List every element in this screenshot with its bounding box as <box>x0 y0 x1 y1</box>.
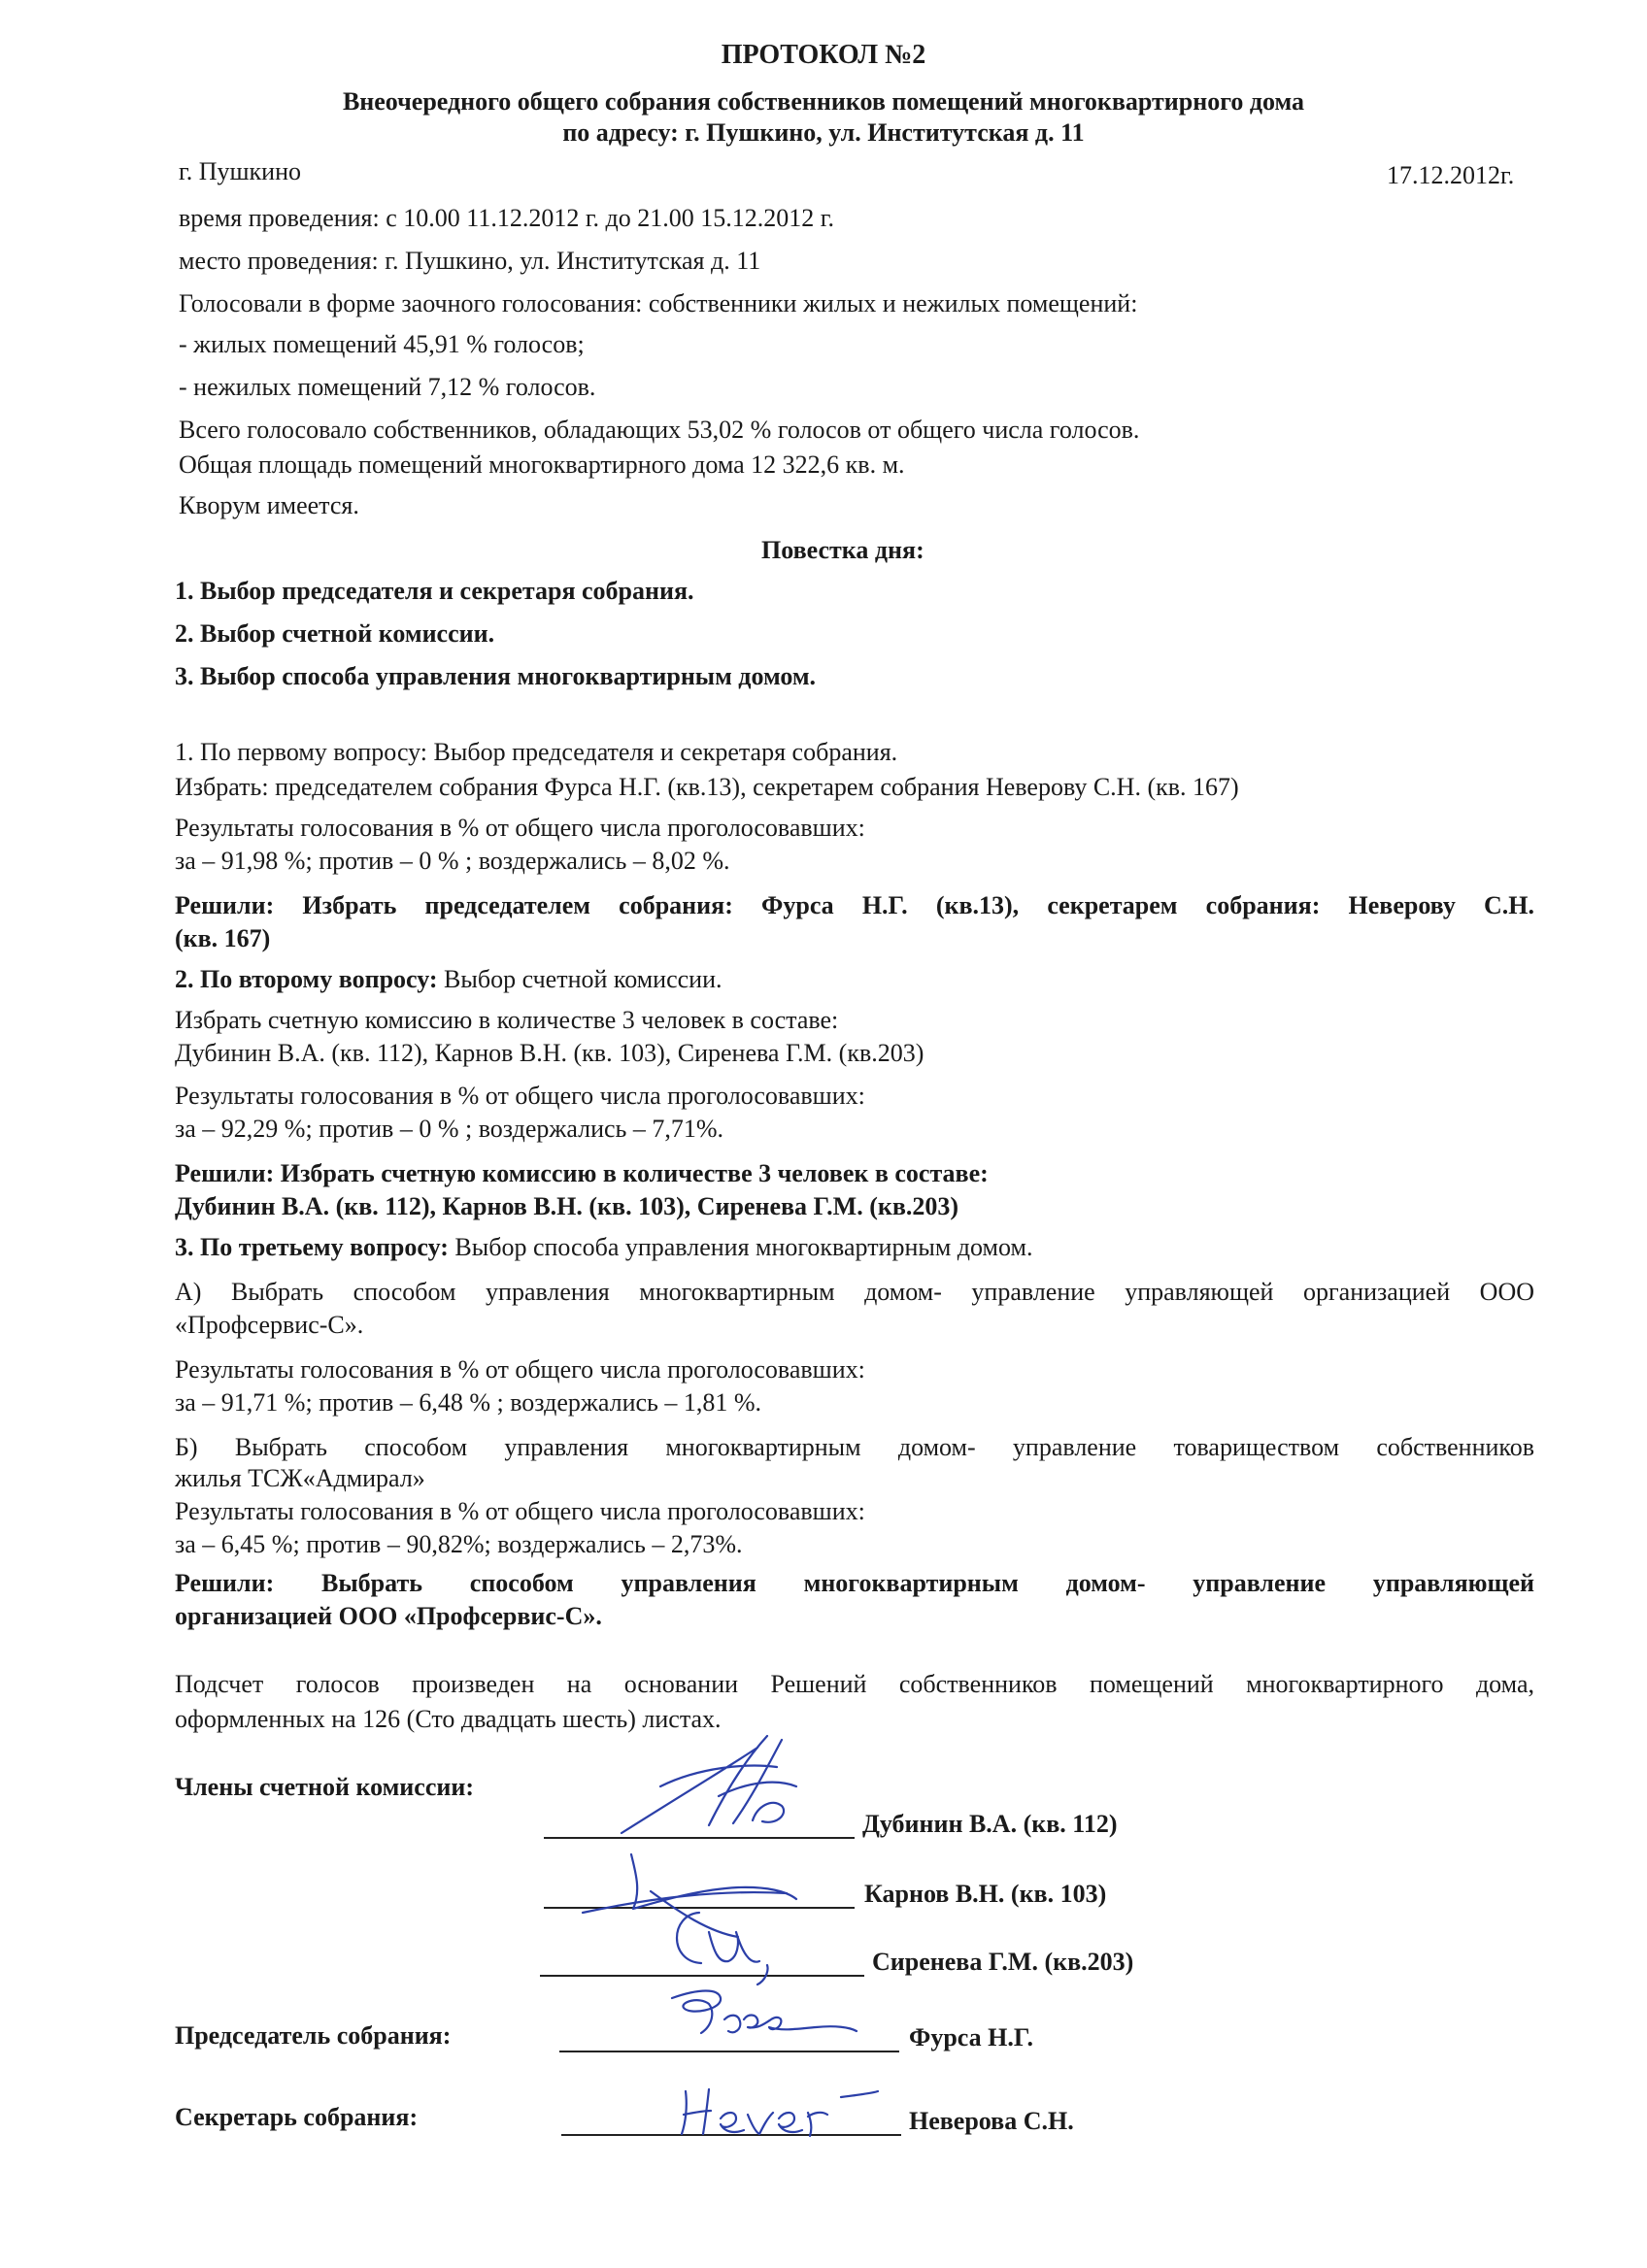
q2-title-bold: 2. По второму вопросу: <box>175 965 438 993</box>
nonresidential-votes: - нежилых помещений 7,12 % голосов. <box>179 373 596 401</box>
voting-form: Голосовали в форме заочного голосования: собственники жилых и нежилых помещений: <box>179 289 1138 317</box>
q3-decision-cont: организацией ООО «Профсервис-С». <box>175 1602 602 1630</box>
vote-count-note: Подсчет голосов произведен на основании Решений собственников помещений многоквартирного дома, <box>175 1670 1534 1698</box>
chair-label: Председатель собрания: <box>175 2021 452 2050</box>
q2-members: Дубинин В.А. (кв. 112), Карнов В.Н. (кв. 103), Сиренева Г.М. (кв.203) <box>175 1039 924 1067</box>
q3-decision: Решили: Выбрать способом управления многоквартирным домом- управление управляющей <box>175 1569 1534 1597</box>
building-area: Общая площадь помещений многоквартирного дома 12 322,6 кв. м. <box>179 450 905 479</box>
q1-results-label: Результаты голосования в % от общего числа проголосовавших: <box>175 814 865 842</box>
meeting-time: время проведения: с 10.00 11.12.2012 г. до 21.00 15.12.2012 г. <box>179 204 835 232</box>
q2-proposal: Избрать счетную комиссию в количестве 3 человек в составе: <box>175 1006 839 1034</box>
sireneva-signature <box>641 1893 816 1990</box>
q2-decision-cont: Дубинин В.А. (кв. 112), Карнов В.Н. (кв. 103), Сиренева Г.М. (кв.203) <box>175 1192 959 1220</box>
q2-title <box>175 965 723 994</box>
q1-title: 1. По первому вопросу: Выбор председателя и секретаря собрания. <box>175 738 898 766</box>
quorum-status: Кворум имеется. <box>179 491 359 519</box>
meeting-place: место проведения: г. Пушкино, ул. Институтская д. 11 <box>179 247 761 275</box>
q3-results-a-label: Результаты голосования в % от общего числа проголосовавших: <box>175 1355 865 1384</box>
q3-results-b-label: Результаты голосования в % от общего числа проголосовавших: <box>175 1497 865 1525</box>
agenda-item: 3. Выбор способа управления многоквартирным домом. <box>175 662 817 690</box>
commission-member: Дубинин В.А. (кв. 112) <box>862 1810 1118 1838</box>
q3-title-rest: Выбор способа управления многоквартирным домом. <box>448 1233 1033 1261</box>
secretary-signature <box>666 2078 880 2146</box>
q3-results-a: за – 91,71 %; против – 6,48 % ; воздержались – 1,81 %. <box>175 1388 762 1417</box>
document-city: г. Пушкино <box>179 157 301 185</box>
document-subtitle-2: по адресу: г. Пушкино, ул. Институтская д. 11 <box>562 118 1085 147</box>
q3-title-bold: 3. По третьему вопросу: <box>175 1233 449 1261</box>
q3-results-b: за – 6,45 %; против – 90,82%; воздержались – 2,73%. <box>175 1530 743 1558</box>
q2-decision: Решили: Избрать счетную комиссию в количестве 3 человек в составе: <box>175 1159 989 1187</box>
q1-decision-cont: (кв. 167) <box>175 924 271 952</box>
residential-votes: - жилых помещений 45,91 % голосов; <box>179 330 585 358</box>
q2-results: за – 92,29 %; против – 0 % ; воздержались – 7,71%. <box>175 1115 724 1143</box>
commission-label: Члены счетной комиссии: <box>175 1773 474 1801</box>
vote-count-note-cont: оформленных на 126 (Сто двадцать шесть) листах. <box>175 1705 722 1733</box>
q3-title <box>175 1233 1032 1262</box>
q1-decision: Решили: Избрать председателем собрания: Фурса Н.Г. (кв.13), секретарем собрания: Неверову С.Н. <box>175 891 1534 919</box>
q2-title-rest: Выбор счетной комиссии. <box>437 965 723 993</box>
q3-option-a-cont: «Профсервис-С». <box>175 1311 364 1339</box>
dubinin-signature <box>563 1728 874 1845</box>
q3-option-b-cont: жилья ТСЖ«Адмирал» <box>175 1464 425 1492</box>
q3-option-b: Б) Выбрать способом управления многоквартирным домом- управление товариществом собственников <box>175 1433 1534 1461</box>
q3-option-a: А) Выбрать способом управления многоквартирным домом- управление управляющей организацией ООО <box>175 1278 1534 1306</box>
agenda-heading: Повестка дня: <box>761 536 924 564</box>
secretary-name: Неверова С.Н. <box>909 2107 1074 2135</box>
chair-signature <box>651 1981 864 2058</box>
agenda-item: 2. Выбор счетной комиссии. <box>175 619 495 648</box>
document-title: ПРОТОКОЛ №2 <box>721 40 926 70</box>
q1-results: за – 91,98 %; против – 0 % ; воздержались – 8,02 %. <box>175 847 730 875</box>
document-date: 17.12.2012г. <box>1387 161 1515 189</box>
q1-proposal: Избрать: председателем собрания Фурса Н.Г. (кв.13), секретарем собрания Неверову С.Н. (кв. 167) <box>175 773 1239 801</box>
secretary-label: Секретарь собрания: <box>175 2103 419 2131</box>
chair-name: Фурса Н.Г. <box>909 2023 1033 2051</box>
agenda-item: 1. Выбор председателя и секретаря собрания. <box>175 577 694 605</box>
document-subtitle-1: Внеочередного общего собрания собственников помещений многоквартирного дома <box>342 87 1305 116</box>
commission-member: Карнов В.Н. (кв. 103) <box>864 1880 1107 1908</box>
total-votes: Всего голосовало собственников, обладающих 53,02 % голосов от общего числа голосов. <box>179 416 1140 444</box>
q2-results-label: Результаты голосования в % от общего числа проголосовавших: <box>175 1082 865 1110</box>
commission-member: Сиренева Г.М. (кв.203) <box>872 1948 1134 1976</box>
